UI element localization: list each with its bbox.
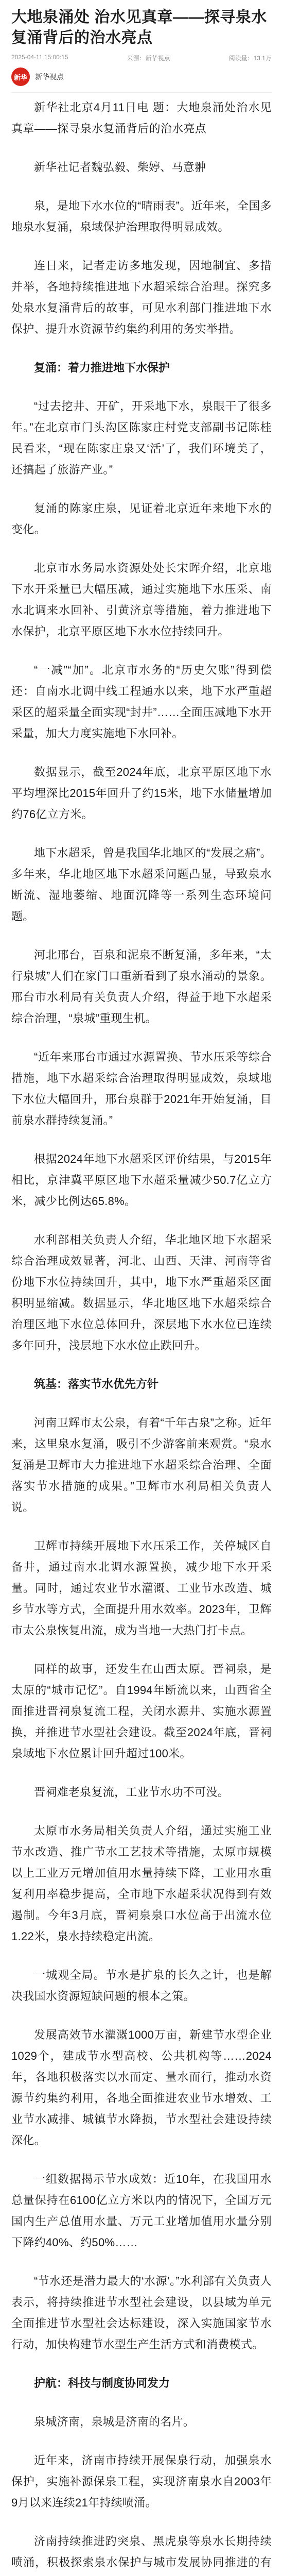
article-headline: 大地泉涌处 治水见真章——探寻泉水复涌背后的治水亮点: [11, 9, 267, 46]
paragraph: 数据显示，截至2024年底，北京平原区地下水平均埋深比2015年回升了约15米，地下水储量增加约76亿立方米。: [11, 766, 272, 821]
article-meta: [11, 54, 272, 62]
paragraph: “过去挖井、开矿，开采地下水，泉眼干了很多年。”在北京市门头沟区陈家庄村党支部副书记陈桂民看来，“现在陈家庄泉又‘活’了，我们环境美了，还搞起了旅游产业。”: [11, 400, 272, 476]
paragraph: 河北邢台，百泉和泥泉不断复涌，多年来，“太行泉城”人们在家门口重新看到了泉水涌动的景象。邢台市水利局有关负责人介绍，得益于地下水超采综合治理，“泉城”重现生机。: [11, 948, 272, 1025]
section-heading: 护航：科技与制度协同发力: [34, 2377, 170, 2389]
paragraph: “近年来邢台市通过水源置换、节水压采等综合措施，地下水超采综合治理取得明显成效，泉域地下水位大幅回升，邢台泉群于2021年开始复涌，目前泉水群持续复涌。”: [11, 1050, 272, 1127]
author-bar[interactable]: [11, 67, 272, 86]
paragraph: “节水还是潜力最大的‘水源’。”水利部有关负责人表示，将持续推进节水型社会建设，以县域为单元全面推进节水型社会达标建设，深入实施国家节水行动，加快构建节水型生产生活方式和消费模式。: [11, 2275, 272, 2351]
publish-date: 2025-04-11 15:00:15: [11, 54, 68, 61]
paragraph: 发展高效节水灌溉1000万亩，新建节水型企业1029个，建成节水型高校、公共机构等……2024年，各地积极落实以水而定、量水而行，推动水资源节约集约利用，各地全面推进农业节水增效、工业节水减排、城镇节水降损，节水型社会建设持续深化。: [11, 2028, 272, 2147]
paragraph: 北京市水务局水资源处处长宋晖介绍，北京地下水开采量已大幅压减，通过实施地下水压采、南水北调来水回补、引黄济京等措施，着力推进地下水保护，北京平原区地下水水位持续回升。: [11, 562, 272, 638]
paragraph: 济南持续推进趵突泉、黑虎泉等泉水长期持续喷涌，积极探索泉水保护与城市发展协同推进的有: [11, 2535, 272, 2569]
paragraph: 复涌的陈家庄泉，见证着北京近年来地下水的变化。: [11, 502, 272, 536]
paragraph: 晋祠难老泉复流，工业节水功不可没。: [34, 1786, 229, 1799]
paragraph: 地下水超采，曾是我国华北地区的“发展之痛”。多年来，华北地区地下水超采问题凸显，导致泉水断流、湿地萎缩、地面沉降等一系列生态环境问题。: [11, 846, 272, 923]
view-count: 阅读量：13.1万: [228, 55, 272, 62]
section-heading: 复涌：着力推进地下水保护: [34, 361, 170, 374]
article-body: [11, 97, 272, 2576]
paragraph: 河南卫辉市太公泉，有着“千年古泉”之称。近年来，这里泉水复涌，吸引不少游客前来观赏。“泉水复涌是卫辉市大力推进地下水超采综合治理、全面落实节水措施的成果。”卫辉市水利局相关负责人说。: [11, 1416, 272, 1514]
paragraph: 新华社记者魏弘毅、柴婷、马意翀: [34, 161, 206, 174]
paragraph: 近年来，济南市持续开展保泉行动，加强泉水保护，实施补源保泉工程，实现济南泉水自2003年9月以来连续21年持续喷涌。: [11, 2454, 272, 2509]
paragraph: 根据2024年地下水超采区评价结果，与2015年相比，京津冀平原区地下水超采量减少50.7亿立方米，减少比例达65.8%。: [11, 1153, 272, 1208]
paragraph: 一城观全局。节水是扩泉的长久之计，也是解决我国水资源短缺问题的根本之策。: [11, 1969, 272, 2003]
paragraph: 一组数据揭示节水成效：近10年，在我国用水总量保持在6100亿立方米以内的情况下，全国万元国内生产总值用水量、万元工业增加值用水量分别下降约40%、约50%……: [11, 2173, 272, 2249]
paragraph: “一减”“加”。北京市水务的“历史欠账”得到偿还：自南水北调中线工程通水以来，地下水严重超采区的超采量全面实现“封井”……全面压减地下水开采量，加大力度实施地下水回补。: [11, 664, 272, 740]
paragraph: 泉城济南，泉城是济南的名片。: [34, 2415, 195, 2428]
paragraph: 泉，是地下水水位的“晴雨表”。近年来，全国多地泉水复涌，泉域保护治理取得明显成效。: [11, 199, 272, 233]
paragraph: 卫辉市持续开展地下水压采工作，关停城区自备井，通过南水北调水源置换，减少地下水开采量。同时，通过农业节水灌溉、工业节水改造、城乡节水等方式，全面提升用水效率。2023年，卫辉市太公泉恢复出流，成为当地一大热门打卡点。: [11, 1539, 272, 1637]
section-heading: 筑基：落实节水优先方针: [34, 1378, 159, 1391]
paragraph: 新华社北京4月11日电 题：大地泉涌处治水见真章——探寻泉水复涌背后的治水亮点: [11, 101, 272, 135]
article-source: 来源：新华视点: [127, 55, 170, 62]
paragraph: 连日来，记者走访多地发现，因地制宜、多措并举，各地持续推进地下水超采综合治理。探究多处泉水复涌背后的故事，可见水利部门推进地下水保护、提升水资源节约集约利用的务实举措。: [11, 259, 272, 335]
author-name[interactable]: 新华视点: [35, 73, 64, 81]
paragraph: 太原市水务局相关负责人介绍，通过实施工业节水改造、推广节水工艺技术等措施，太原市规模以上工业万元增加值用水量持续下降，工业用水重复利用率稳步提高，全市地下水超采状况得到有效遏制。今年3月底，晋祠泉泉口水位高于出流水位1.22米，泉水持续稳定出流。: [11, 1824, 272, 1943]
header-divider: [11, 92, 272, 93]
paragraph: 同样的故事，还发生在山西太原。晋祠泉，是太原的“城市记忆”。自1994年断流以来，山西省全面推进晋祠泉复流工程，关闭水源井、实施水源置换，并推进节水型社会建设。截至2024年底，晋祠泉域地下水位累计回升超过100米。: [11, 1663, 272, 1760]
author-avatar[interactable]: 新华: [11, 67, 30, 86]
paragraph: 水利部相关负责人介绍，华北地区地下水超采综合治理成效显著，河北、山西、天津、河南等省份地下水位持续回升，其中，地下水严重超采区面积明显缩减。数据显示，华北地区地下水超采综合治理区地下水位总体回升，深层地下水水位已连续多年回升，浅层地下水水位止跌回升。: [11, 1233, 272, 1352]
